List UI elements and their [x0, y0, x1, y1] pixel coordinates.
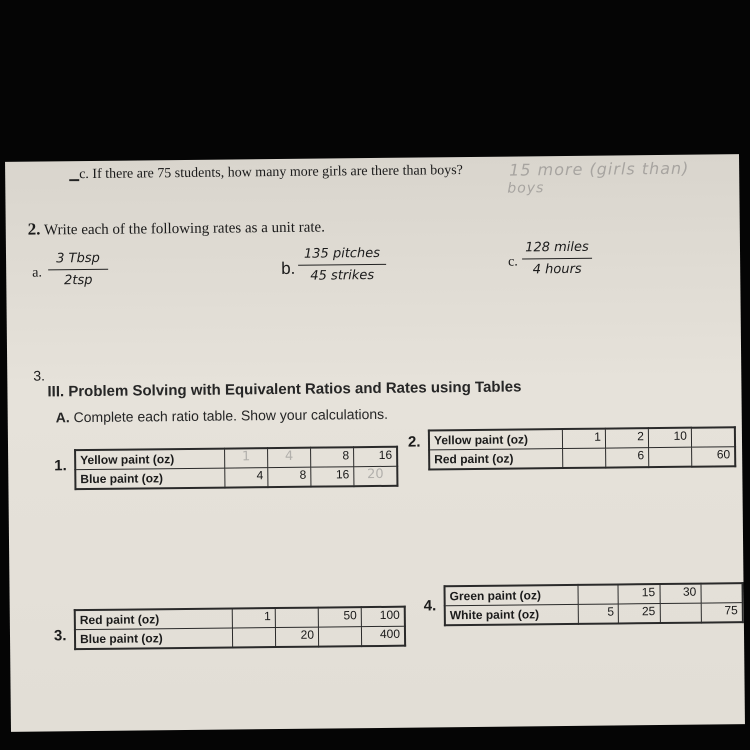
table-cell: 8	[311, 447, 354, 467]
rate-a-denominator: 2tsp	[64, 272, 93, 289]
table-cell-handwritten: 4	[268, 448, 311, 468]
table-row	[429, 447, 735, 470]
table-cell: 1	[232, 608, 275, 628]
table-cell: 20	[275, 627, 318, 647]
subsection-letter: A.	[55, 409, 70, 426]
table-cell: 8	[268, 467, 311, 487]
table-cell: 6	[606, 448, 649, 468]
rate-c-numerator: 128 miles	[522, 240, 592, 260]
table-row	[75, 466, 397, 489]
table-cell: 1	[562, 429, 605, 449]
table-row-label: White paint (oz)	[445, 604, 578, 625]
table-cell: 16	[311, 467, 354, 487]
table-row-label: Blue paint (oz)	[75, 628, 233, 649]
rate-c-letter: c.	[508, 254, 518, 270]
table-cell: 16	[354, 447, 398, 467]
subsection-text: Complete each ratio table. Show your calculations.	[73, 405, 389, 426]
table-cell	[691, 427, 735, 447]
table-cell: 75	[701, 603, 743, 623]
question-2-prompt: Write each of the following rates as a unit rate.	[43, 219, 326, 239]
strikeout-mark	[69, 171, 79, 181]
table-cell: 5	[578, 604, 619, 624]
question-2-heading	[28, 217, 325, 240]
table-cell	[563, 448, 606, 468]
table-row-label: Red paint (oz)	[75, 609, 233, 630]
rate-c-fraction	[522, 240, 592, 278]
ratio-table-3	[74, 606, 406, 650]
rate-b-numerator: 135 pitches	[298, 246, 386, 266]
section-instructions	[56, 406, 388, 425]
table-cell: 15	[618, 584, 659, 604]
worksheet-page	[5, 154, 745, 732]
table-cell	[701, 583, 743, 603]
table-row-label: Yellow paint (oz)	[75, 449, 225, 470]
rate-b-fraction	[298, 246, 386, 284]
ratio-table-4	[443, 582, 743, 626]
table-cell: 10	[648, 428, 691, 448]
table-row-label: Red paint (oz)	[429, 449, 563, 470]
table-cell	[318, 627, 361, 647]
table-cell: 2	[605, 428, 648, 448]
table-row-label: Blue paint (oz)	[75, 468, 225, 489]
rate-a-letter: a.	[32, 265, 42, 281]
table-cell: 4	[225, 468, 268, 488]
table-row-label: Green paint (oz)	[445, 585, 578, 606]
rate-a-fraction	[48, 251, 108, 289]
table-row	[445, 603, 743, 626]
table-row-label: Yellow paint (oz)	[429, 429, 563, 450]
table-cell	[275, 608, 318, 628]
table-cell	[649, 447, 692, 467]
table-cell: 30	[660, 584, 701, 604]
table-cell	[660, 603, 701, 623]
rate-c-denominator: 4 hours	[532, 261, 582, 278]
ratio-table-1	[74, 446, 398, 490]
table-row	[75, 626, 405, 649]
question-3-number: 3.	[33, 367, 46, 384]
table-1-number: 1.	[54, 457, 67, 475]
table-cell: 100	[361, 607, 405, 627]
table-cell: 400	[361, 626, 405, 646]
table-cell-handwritten: 20	[354, 466, 398, 486]
ratio-table-2	[428, 426, 736, 470]
table-cell	[578, 584, 619, 604]
handwritten-answer-line2: boys	[507, 180, 545, 197]
question-1c-prompt: c. If there are 75 students, how many more girls are there than boys?	[79, 163, 463, 183]
table-3-number: 3.	[53, 627, 67, 645]
table-cell	[232, 628, 275, 648]
table-cell: 25	[618, 604, 659, 624]
section-title: III. Problem Solving with Equivalent Ratios and Rates using Tables	[47, 378, 522, 401]
question-2-number: 2.	[27, 219, 41, 239]
table-cell: 60	[692, 447, 736, 467]
rate-a-numerator: 3 Tbsp	[48, 251, 108, 271]
table-cell-handwritten: 1	[225, 448, 268, 468]
table-2-number: 2.	[407, 433, 421, 451]
table-4-number: 4.	[423, 597, 437, 615]
handwritten-answer-line1: 15 more (girls than)	[509, 158, 690, 180]
table-cell: 50	[318, 607, 361, 627]
rate-b-letter: b.	[281, 258, 296, 278]
rate-b-denominator: 45 strikes	[310, 268, 375, 284]
